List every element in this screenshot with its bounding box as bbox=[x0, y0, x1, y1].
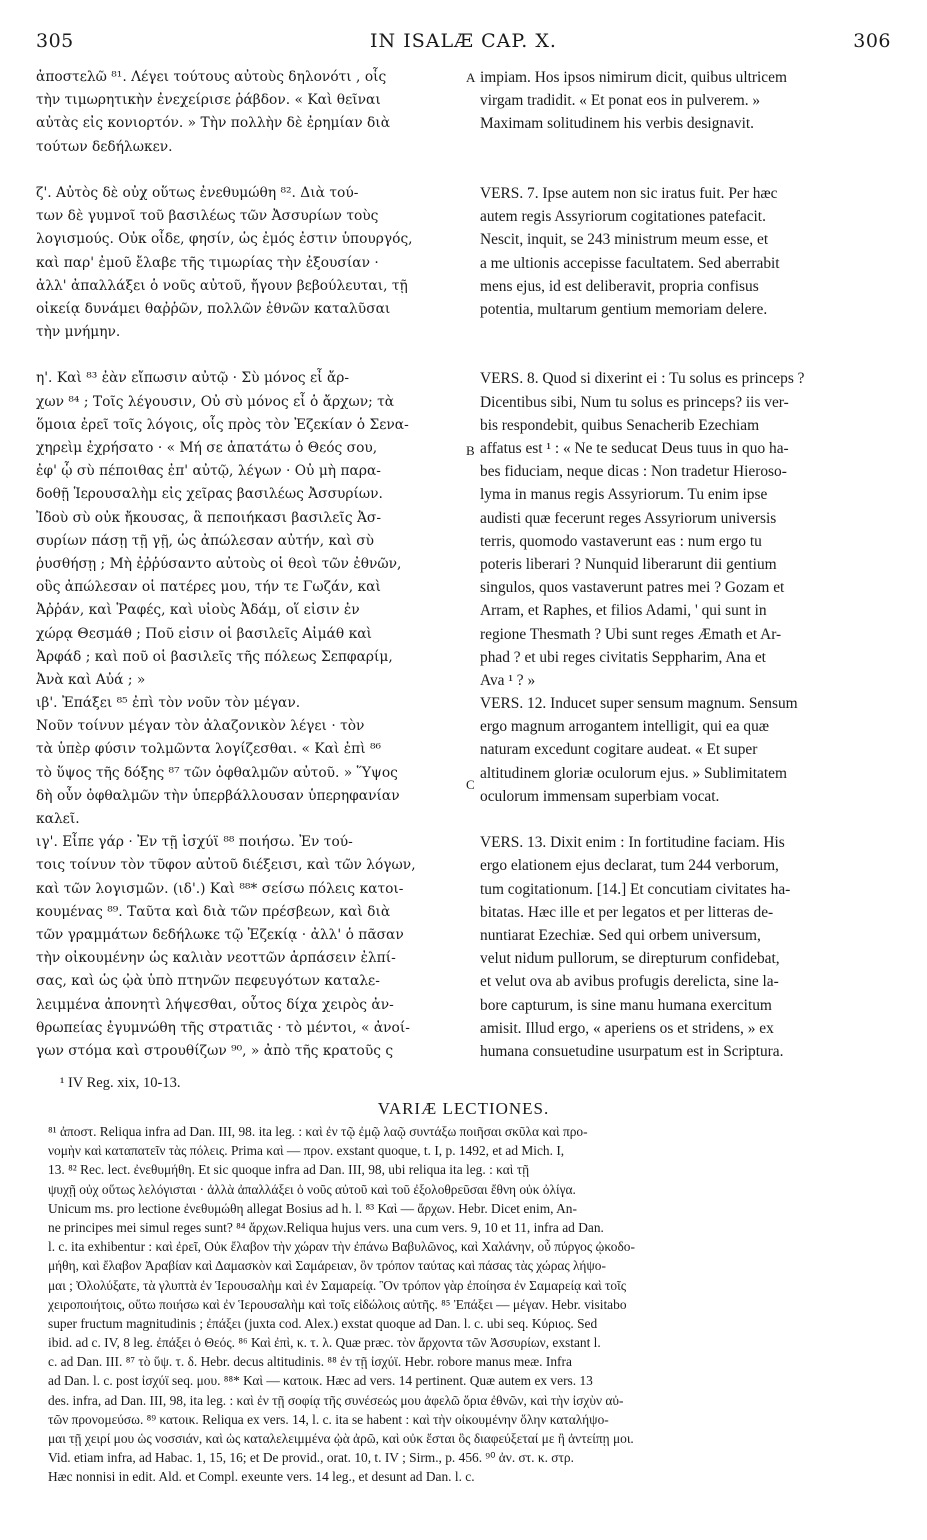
greek-text-line bbox=[36, 344, 460, 367]
greek-text-line: ὅμοια ἐρεῖ τοῖς λόγοις, οἷς πρὸς τὸν Ἐζεκίαν ὁ Σενα- bbox=[36, 416, 409, 433]
variae-line: μαι τῇ χειρί μου ὡς νοσσιάν, καὶ ὡς καταλελειμμένα ᾠὰ ἀρῶ, καὶ οὐκ ἔσται ὃς διαφεύξεταί με ἢ ἀντείπῃ μοι. bbox=[48, 1431, 634, 1446]
latin-text-line: audisti quæ fecerunt reges Assyriorum universis bbox=[480, 509, 777, 527]
greek-column bbox=[36, 66, 460, 1063]
latin-text-line bbox=[480, 808, 891, 831]
latin-text-line: Maximam solitudinem his verbis designavit. bbox=[480, 115, 755, 133]
greek-text-line: των δὲ γυμνοῖ τοῦ βασιλέως τῶν Ἀσσυρίων τοὺς bbox=[36, 208, 379, 225]
variae-line: μαι ; Ὀλολύξατε, τὰ γλυπτὰ ἐν Ἱερουσαλὴμ καὶ ἐν Σαμαρείᾳ. Ὃν τρόπον γὰρ ἐποίησα ἐν Σαμαρείᾳ καὶ τοῖς bbox=[48, 1277, 627, 1293]
greek-text-line: ζ'. Αὐτὸς δὲ οὐχ οὕτως ἐνεθυμώθη ⁸². Διὰ τού- bbox=[36, 184, 359, 201]
latin-text-line: mens ejus, id est deliberavit, propria confisus bbox=[480, 277, 759, 295]
latin-text-line: bore capturum, is sine manu humana exercitum bbox=[480, 996, 772, 1014]
variae-line: ibid. ad c. IV, 8 leg. ἐπάξει ὁ Θεός. ⁸⁶ Καὶ ἐπὶ, κ. τ. λ. Quæ præc. τὸν ἄρχοντα τῶν Ἀσσυρίων, exstant l. bbox=[48, 1335, 601, 1351]
greek-text-line: δὴ οὖν ὀφθαλμῶν τὴν ὑπερβάλλουσαν ὑπερηφανίαν bbox=[36, 787, 400, 804]
greek-text-line: ἐφ' ᾧ σὺ πέποιθας ἐπ' αὐτῷ, λέγων · Οὐ μὴ παρα- bbox=[36, 463, 381, 480]
greek-text-line: χώρᾳ Θεσμάθ ; Ποῦ εἰσιν οἱ βασιλεῖς Αἰμάθ καὶ bbox=[36, 625, 372, 642]
page-number-right: 306 bbox=[853, 30, 891, 52]
greek-text-line: ῥυσθήσῃ ; Μὴ ἐῤῥύσαντο αὐτοὺς οἱ θεοὶ τῶν ἐθνῶν, bbox=[36, 555, 402, 572]
greek-text-line: αὐτὰς εἰς κονιορτόν. » Τὴν πολλὴν δὲ ἐρημίαν διὰ bbox=[36, 115, 391, 132]
greek-text-line: χων ⁸⁴ ; Τοῖς λέγουσιν, Οὐ σὺ μόνος εἶ ὁ ἄρχων; τὰ bbox=[36, 393, 395, 410]
latin-text-line: lyma in manus regis Assyriorum. Tu enim ipse bbox=[480, 486, 768, 504]
greek-text-line: τὰ ὑπὲρ φύσιν τολμῶντα λογίζεσθαι. « Καὶ ἐπὶ ⁸⁶ bbox=[36, 741, 382, 758]
latin-column bbox=[480, 66, 891, 1063]
greek-text-line: η'. Καὶ ⁸³ ἐὰν εἴπωσιν αὐτῷ · Σὺ μόνος εἶ ἄρ- bbox=[36, 370, 350, 387]
greek-text-line: συρίων πάσῃ τῇ γῇ, ὡς ἀπώλεσαν αὐτήν, καὶ σὺ bbox=[36, 532, 375, 549]
latin-text-line: et velut ova ab avibus profugis derelicta, sine la- bbox=[480, 973, 779, 991]
greek-text-line: Ἀῤῥάν, καὶ Ῥαφές, καὶ υἱοὺς Ἀδάμ, οἵ εἰσιν ἐν bbox=[36, 602, 360, 619]
variae-line: Unicum ms. pro lectione ἐνεθυμώθη allegat Bosius ad h. l. ⁸³ Καὶ — ἄρχων. Hebr. Dicet enim, An- bbox=[48, 1200, 577, 1216]
greek-text-line: κουμένας ⁸⁹. Ταῦτα καὶ διὰ τῶν πρέσβεων, καὶ διὰ bbox=[36, 903, 391, 920]
latin-text-line: bis respondebit, quibus Senacherib Ezechiam bbox=[480, 416, 760, 434]
greek-text-line: καὶ τῶν λογισμῶν. (ιδ'.) Καὶ ⁸⁸* σείσω πόλεις κατοι- bbox=[36, 880, 404, 897]
greek-text-line: τὴν οἰκουμένην ὡς καλιὰν νεοττῶν ἁρπάσειν ἐλπί- bbox=[36, 950, 396, 967]
latin-text-line: virgam tradidit. « Et ponat eos in pulverem. » bbox=[480, 92, 761, 110]
greek-text-line: καὶ παρ' ἐμοῦ ἔλαβε τῆς τιμωρίας τὴν ἐξουσίαν · bbox=[36, 254, 379, 271]
variae-line: ad Dan. l. c. post ἰσχύϊ seq. μου. ⁸⁸* Καὶ — κατοικ. Hæc ad vers. 14 pertinent. Quæ autem ex vers. 13 bbox=[48, 1373, 593, 1389]
variae-line: c. ad Dan. III. ⁸⁷ τὸ ὕψ. τ. δ. Hebr. decus altitudinis. ⁸⁸ ἐν τῇ ἰσχύϊ. Hebr. robore manus meæ. Infra bbox=[48, 1354, 572, 1370]
latin-text-line: terris, quomodo vastaverunt eas : num ergo tu bbox=[480, 532, 762, 550]
latin-text-line: Arram, et Raphes, et filios Adami, ' qui sunt in bbox=[480, 602, 767, 620]
latin-text-line: ergo magnum arrogantem intelligit, qui ea quæ bbox=[480, 718, 770, 736]
greek-text-line bbox=[36, 159, 460, 182]
footnote: ¹ IV Reg. xix, 10-13. bbox=[60, 1075, 181, 1091]
greek-text-line: ἀποστελῶ ⁸¹. Λέγει τούτους αὐτοὺς δηλονότι , οἷς bbox=[36, 69, 387, 85]
variae-lectiones-heading: VARIÆ LECTIONES. bbox=[377, 1099, 550, 1118]
variae-line: 13. ⁸² Rec. lect. ἐνεθυμήθη. Et sic quoque infra ad Dan. III, 98, ubi reliqua ita leg. : καὶ τῇ bbox=[48, 1162, 530, 1178]
page-number-left: 305 bbox=[36, 30, 74, 52]
margin-letter-a: A bbox=[466, 70, 476, 85]
margin-letter-c: C bbox=[466, 777, 475, 792]
latin-text-line bbox=[480, 321, 891, 344]
greek-text-line: τοις τοίνυν τὸν τῦφον αὐτοῦ διέξεισι, καὶ τῶν λόγων, bbox=[36, 857, 416, 874]
latin-text-line: humana consuetudine usurpatum est in Scriptura. bbox=[480, 1042, 784, 1060]
variae-line: ψυχῇ οὐχ οὕτως λελόγισται · ἀλλὰ ἀπαλλάξει ὁ νοῦς αὐτοῦ καὶ τοῦ ἐξολοθρεῦσαι ἔθνη οὐκ ὀλίγα. bbox=[48, 1181, 576, 1197]
latin-text-line: nuntiarat Ezechiæ. Sed qui orbem universum, bbox=[480, 926, 761, 944]
variae-line: τῶν προνομεύσω. ⁸⁹ κατοικ. Reliqua ex vers. 14, l. c. ita se habent : καὶ τὴν οἰκουμένην ὅλην καταλήψο- bbox=[48, 1411, 609, 1427]
variae-line: νομὴν καὶ καταπατεῖν τὰς πόλεις. Prima καὶ — προν. exstant quoque, t. I, p. 1492, et ad Mich. I, bbox=[48, 1143, 565, 1159]
greek-text-line: τὴν τιμωρητικὴν ἐνεχείρισε ῥάβδον. « Καὶ θεῖναι bbox=[36, 92, 381, 109]
greek-text-line: θρωπείας ἐγυμνώθη τῆς στρατιᾶς · τὸ μέντοι, « ἀνοί- bbox=[36, 1019, 410, 1036]
greek-text-line: Ἰδοὺ σὺ οὐκ ἤκουσας, ἃ πεποιήκασι βασιλεῖς Ἀσ- bbox=[36, 509, 381, 526]
latin-text-line: autem regis Assyriorum cogitationes patefacit. bbox=[480, 208, 766, 226]
variae-line: Vid. etiam infra, ad Habac. 1, 15, 16; et De provid., orat. 10, t. IV ; Sirm., p. 456. ⁹⁰ ἀν. στ. κ. στρ. bbox=[48, 1450, 574, 1466]
latin-text-line: VERS. 7. Ipse autem non sic iratus fuit. Per hæc bbox=[480, 184, 778, 202]
latin-text-line: naturam excedunt cogitare audeat. « Et super bbox=[480, 741, 758, 759]
greek-text-line: Ἀρφάδ ; καὶ ποῦ οἱ βασιλεῖς τῆς πόλεως Σεπφαρίμ, bbox=[36, 648, 393, 665]
latin-text-line bbox=[480, 136, 891, 159]
running-title: IN ISALÆ CAP. X. bbox=[370, 30, 557, 52]
variae-line: super fructum magnitudinis ; ἐπάξει (juxta cod. Alex.) exstat quoque ad Dan. l. c. ubi seq. Κύριος. Sed bbox=[48, 1315, 598, 1331]
greek-text-line: λειμμένα ἀπονητὶ λήψεσθαι, οὗτος δίχα χειρὸς ἀν- bbox=[36, 996, 394, 1013]
latin-text-line: affatus est ¹ : « Ne te seducat Deus tuus in quo ha- bbox=[480, 440, 789, 457]
greek-text-line: οἰκείᾳ δυνάμει θαῤῥῶν, πολλῶν ἐθνῶν καταλῦσαι bbox=[36, 300, 391, 317]
greek-text-line: χηρεὶμ ἐχρήσατο · « Μή σε ἀπατάτω ὁ Θεός σου, bbox=[36, 440, 378, 456]
greek-text-line: λογισμούς. Οὐκ οἶδε, φησίν, ὡς ἐμός ἐστιν ὑπουργός, bbox=[36, 231, 413, 248]
greek-text-line: καλεῖ. bbox=[36, 811, 80, 827]
latin-text-line: bes fiduciam, neque dicas : Non tradetur Hieroso- bbox=[480, 463, 787, 481]
latin-text-line: Dicentibus sibi, Num tu solus es princeps? iis ver- bbox=[480, 393, 789, 411]
greek-text-line: τούτων δεδήλωκεν. bbox=[36, 138, 173, 155]
latin-text-line: oculorum immensam superbiam vocat. bbox=[480, 787, 720, 805]
latin-text-line: poteris liberari ? Nunquid liberarunt dii gentium bbox=[480, 555, 777, 573]
variae-line: ne principes mei simul reges sunt? ⁸⁴ ἄρχων.Reliqua hujus vers. una cum vers. 9, 10 et 11, infra ad Dan. bbox=[48, 1219, 604, 1235]
variae-line: χειροποιήτοις, οὕτω ποιήσω καὶ ἐν Ἱερουσαλὴμ καὶ τοῖς εἰδώλοις αὐτῆς. ⁸⁵ Ἐπάξει — μέγαν. Hebr. visitabo bbox=[48, 1296, 627, 1312]
variae-line: des. infra, ad Dan. III, 98, ita leg. : καὶ ἐν τῇ σοφίᾳ τῆς συνέσεώς μου ἀφελῶ ὅρια ἐθνῶν, καὶ τὴν ἰσχὺν αὐ- bbox=[48, 1392, 624, 1408]
latin-text-line: bitatas. Hæc ille et per legatos et per litteras de- bbox=[480, 903, 774, 921]
variae-line: ⁸¹ ἀποστ. Reliqua infra ad Dan. III, 98. ita leg. : καὶ ἐν τῷ ἐμῷ λαῷ συντάξω ποιῆσαι σκῦλα καὶ προ- bbox=[48, 1124, 588, 1139]
greek-text-line: δοθῇ Ἱερουσαλὴμ εἰς χεῖρας βασιλέως Ἀσσυρίων. bbox=[36, 486, 383, 503]
latin-text-line: singulos, quos vastaverunt patres mei ? Gozam et bbox=[480, 579, 785, 597]
greek-text-line: τὸ ὕψος τῆς δόξης ⁸⁷ τῶν ὀφθαλμῶν αὐτοῦ. » Ὕψος bbox=[36, 764, 398, 781]
greek-text-line: ιγ'. Εἶπε γάρ · Ἐν τῇ ἰσχύϊ ⁸⁸ ποιήσω. Ἐν τού- bbox=[36, 834, 353, 851]
latin-text-line: Ava ¹ ? » bbox=[480, 671, 536, 689]
latin-text-line bbox=[480, 344, 891, 367]
greek-text-line: Νοῦν τοίνυν μέγαν τὸν ἀλαζονικὸν λέγει · τὸν bbox=[36, 718, 365, 735]
latin-text-line bbox=[480, 159, 891, 182]
latin-text-line: amisit. Illud ergo, « aperiens os et stridens, » ex bbox=[480, 1019, 774, 1037]
greek-text-line: οὓς ἀπώλεσαν οἱ πατέρες μου, τήν τε Γωζάν, καὶ bbox=[36, 579, 381, 596]
greek-text-line: γων στόμα καὶ στρουθίζων ⁹⁰, » ἀπὸ τῆς κρατοῦς ς bbox=[36, 1042, 394, 1059]
latin-text-line: ergo elationem ejus declarat, tum 244 verborum, bbox=[480, 857, 779, 875]
latin-text-line: velut nidum pullorum, se direpturum confidebat, bbox=[480, 950, 780, 968]
latin-text-line: phad ? et ubi reges civitatis Seppharim, Ana et bbox=[480, 648, 766, 666]
latin-text-line: VERS. 12. Inducet super sensum magnum. Sensum bbox=[480, 695, 798, 713]
latin-text-line: regione Thesmath ? Ubi sunt reges Æmath et Ar- bbox=[480, 625, 782, 643]
latin-text-line: tum cogitationum. [14.] Et concutiam civitates ha- bbox=[480, 880, 791, 898]
running-header bbox=[36, 30, 891, 56]
latin-text-line: a me ultionis accepisse facultatem. Sed aberrabit bbox=[480, 254, 780, 272]
greek-text-line: σας, καὶ ὡς ᾠὰ ὑπὸ πτηνῶν πεφευγότων καταλε- bbox=[36, 973, 380, 990]
latin-text-line: VERS. 8. Quod si dixerint ei : Tu solus es princeps ? bbox=[480, 370, 805, 388]
latin-text-line: VERS. 13. Dixit enim : In fortitudine faciam. His bbox=[480, 834, 785, 852]
latin-text-line: altitudinem gloriæ oculorum ejus. » Sublimitatem bbox=[480, 764, 787, 782]
latin-text-line: impiam. Hos ipsos nimirum dicit, quibus ultricem bbox=[480, 69, 787, 86]
greek-text-line: ιβ'. Ἐπάξει ⁸⁵ ἐπὶ τὸν νοῦν τὸν μέγαν. bbox=[36, 695, 301, 712]
margin-letter-b: B bbox=[466, 443, 475, 458]
latin-text-line: potentia, multarum gentium memoriam delere. bbox=[480, 300, 768, 318]
variae-line: Hæc nonnisi in edit. Ald. et Compl. exeunte vers. 14 leg., et desunt ad Dan. l. c. bbox=[48, 1469, 475, 1485]
greek-text-line: τὴν μνήμην. bbox=[36, 324, 121, 341]
latin-text-line: Nescit, inquit, se 243 ministrum meum esse, et bbox=[480, 231, 769, 249]
greek-text-line: Ἀνὰ καὶ Αὐά ; » bbox=[36, 671, 146, 688]
greek-text-line: τῶν γραμμάτων δεδήλωκε τῷ Ἐζεκίᾳ · ἀλλ' ὁ πᾶσαν bbox=[36, 926, 404, 943]
variae-lectiones bbox=[48, 1122, 891, 1487]
variae-line: μήθη, καὶ ἔλαβον Ἀραβίαν καὶ Δαμασκὸν καὶ Σαμάρειαν, ὃν τρόπον ταύτας καὶ πάσας τὰς χώρας λήψο- bbox=[48, 1258, 606, 1274]
variae-line: l. c. ita exhibentur : καὶ ἐρεῖ, Οὐκ ἔλαβον τὴν χώραν τὴν ἐπάνω Βαβυλῶνος, καὶ Χαλάνην, οὗ πύργος ᾠκοδο- bbox=[48, 1239, 635, 1255]
greek-text-line: ἀλλ' ἀπαλλάξει ὁ νοῦς αὐτοῦ, ἤγουν βεβούλευται, τῇ bbox=[36, 277, 408, 294]
